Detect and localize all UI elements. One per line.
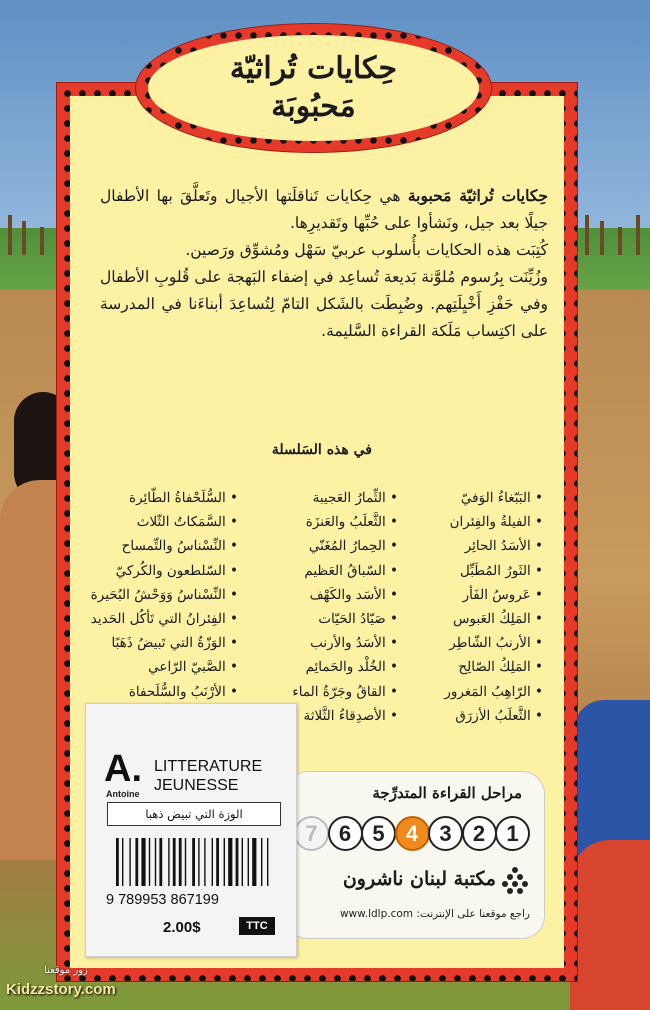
reading-level-6: 6	[328, 816, 363, 851]
reading-levels-box	[286, 772, 544, 938]
barcode-bar	[155, 838, 156, 886]
book-title-item: • السّباقُ العَظيم	[304, 562, 398, 579]
publisher-name: مكتبة لبنان ناشرون	[342, 868, 496, 890]
book-title-item: • الثَورُ المُطَبِّل	[459, 562, 543, 579]
book-title-item: • الفِئرانُ التي تَأكُل الحَديد	[90, 610, 238, 627]
sticker-author: Antoine	[106, 789, 140, 799]
sticker-category	[154, 757, 262, 795]
sticker-letter: A.	[104, 748, 142, 790]
book-title-item: • الثَّعلَبُ الأزرَق	[455, 707, 543, 724]
intro-text	[100, 182, 548, 345]
book-title-item: • الأرنبُ الشّاطِر	[449, 635, 543, 652]
barcode-bar	[236, 838, 239, 886]
barcode-bar	[173, 838, 176, 886]
book-title-item: • الأصدِقاءُ الثَّلاثة	[303, 707, 398, 724]
publisher-logo-icon	[502, 866, 528, 896]
titles-column-2	[248, 486, 398, 728]
barcode-bar	[261, 838, 262, 886]
book-title-item: • الأسَد والكَهْف	[309, 586, 398, 603]
barcode-bar	[129, 838, 130, 886]
barcode-bar	[135, 838, 138, 886]
reading-levels-title: مراحل القراءة المتدرِّجة	[372, 784, 522, 802]
reading-level-2: 2	[462, 816, 497, 851]
website-line: راجع موقعنا على الإنترنت: www.ldlp.com	[339, 908, 530, 920]
intro-paragraph-1-rest: هي حِكايات تَناقلَتها الأجيال وتَعلَّقَ بها الأطفال جيلًا بعد جيل، ونَشأوا على حُبِّها وتَقديرِها.	[100, 187, 548, 232]
book-title-item: • البَبّغاءُ الوَفيّ	[460, 490, 543, 506]
sticker-category-line1: LITTERATURE	[154, 758, 263, 775]
barcode-bar	[141, 838, 145, 886]
palm-tree	[600, 221, 604, 255]
sticker-category-line2: JEUNESSE	[154, 777, 239, 794]
reading-level-1: 1	[495, 816, 530, 851]
barcode-bar	[267, 838, 268, 886]
titles-column-3	[88, 486, 238, 704]
book-title-item: • عَروسُ الفَأر	[462, 586, 543, 603]
barcode-bar	[252, 838, 256, 886]
barcode-bar	[224, 838, 225, 886]
reading-level-7: 7	[294, 816, 329, 851]
intro-paragraph-3: وزُيِّنَت بِرُسوم مُلوَّنة بَديعة تُساعِد في إضفاء البَهجة على قُلوبِ الأطفال وفي حَفْزِ أَخْيِلَتِهم. وضُبِطَت بالشَكل التامّ لِتُساعِدَ أبناءَنا في المدرسة على اكتِساب مَلَكة القراءة السَّليمة.	[100, 268, 548, 340]
book-title-item: • الرّاهِبُ المَغرور	[444, 683, 543, 700]
barcode-bar	[149, 838, 150, 886]
series-heading: في هذه السَلسلة	[271, 442, 372, 458]
titles-column-1	[403, 486, 543, 728]
book-title-item: • القاقُ وجَرّةُ الماء	[292, 683, 398, 700]
book-title-item: • النِّسْناسُ وَوَحْشُ البُحَيرة	[90, 586, 238, 603]
figure-red-cloth	[570, 840, 650, 1010]
book-title-item: • السّلطعون والكُركيّ	[115, 562, 238, 579]
book-title-item: • النِّسْناسُ والتِّمساح	[121, 538, 238, 555]
price: 2.00$	[163, 919, 201, 936]
title-oval-inner	[148, 35, 479, 141]
tax-badge: TTC	[239, 917, 275, 935]
book-title-item: • الأسَدُ الحائِر	[464, 538, 543, 555]
book-title-item: • الوَزّةُ التي تَبيضُ ذَهَبًا	[111, 635, 238, 652]
reading-level-5: 5	[361, 816, 396, 851]
book-title-item: • السَّمَكاتُ الثّلاث	[136, 514, 238, 531]
palm-tree	[636, 215, 640, 255]
series-title-line2: مَحبُوبَة	[271, 89, 356, 124]
series-title-line1: حِكايات تُراثيّة	[229, 51, 398, 86]
barcode-bar	[192, 838, 195, 886]
book-title-item: • صَيّادُ الحَيّات	[318, 610, 398, 627]
book-title-item: • الصَّبيّ الرّاعي	[148, 659, 238, 676]
palm-tree	[585, 215, 589, 255]
barcode-bar	[212, 838, 213, 886]
barcode-bar	[216, 838, 219, 886]
book-title-item: • الثَّعلَبُ والعَنزَة	[305, 514, 398, 531]
reading-level-3: 3	[428, 816, 463, 851]
watermark-arabic: زور موقعنا	[44, 965, 88, 976]
barcode-bar	[179, 838, 182, 886]
palm-tree	[22, 221, 26, 255]
barcode	[114, 838, 276, 886]
reading-level-circles	[294, 816, 538, 856]
barcode-bar	[228, 838, 232, 886]
library-sticker	[85, 703, 297, 957]
watermark-site: Kidzzstory.com	[6, 981, 116, 998]
intro-paragraph-1	[100, 182, 548, 237]
intro-series-name: حِكايات تُراثيّة مَحبوبة	[407, 186, 548, 205]
palm-tree	[40, 227, 44, 255]
book-title-item: • الخُلْد والحَمائِم	[305, 659, 398, 676]
book-title-item: • الأسَدُ والأرنب	[310, 635, 398, 652]
barcode-bar	[122, 838, 123, 886]
palm-tree	[8, 215, 12, 255]
isbn-number: 9 789953 867199	[106, 892, 219, 908]
book-title-item: • السُّلَحْفاةُ الطّائِرة	[129, 490, 238, 506]
barcode-bar	[116, 838, 119, 886]
barcode-bar	[159, 838, 162, 886]
book-title-item: • الفيلةُ والفِئران	[449, 514, 543, 531]
barcode-bar	[185, 838, 186, 886]
barcode-bar	[168, 838, 169, 886]
reading-level-4: 4	[395, 816, 430, 851]
palm-tree	[618, 227, 622, 255]
intro-paragraph-2: كُتِبَت هذه الحكايات بأُسلوب عربيّ سَهْل ومُشوِّق ورَصين.	[185, 241, 548, 259]
book-title-item: • المَلِكُ العَبوس	[453, 610, 543, 627]
barcode-bar	[198, 838, 199, 886]
title-oval	[136, 24, 491, 152]
barcode-bar	[242, 838, 243, 886]
book-title-item: • الأرْنَبُ والسُّلَحفاة	[128, 683, 238, 700]
book-title-item: • الثِّمارُ العَجيبة	[312, 490, 398, 506]
barcode-bar	[204, 838, 205, 886]
sticker-book-title: الوزة التي تبيض ذهبا	[107, 802, 281, 826]
barcode-bar	[248, 838, 249, 886]
book-title-item: • الحِمارُ المُغَنّي	[308, 538, 398, 555]
book-title-item: • المَلِكُ الصّالِح	[458, 659, 543, 676]
